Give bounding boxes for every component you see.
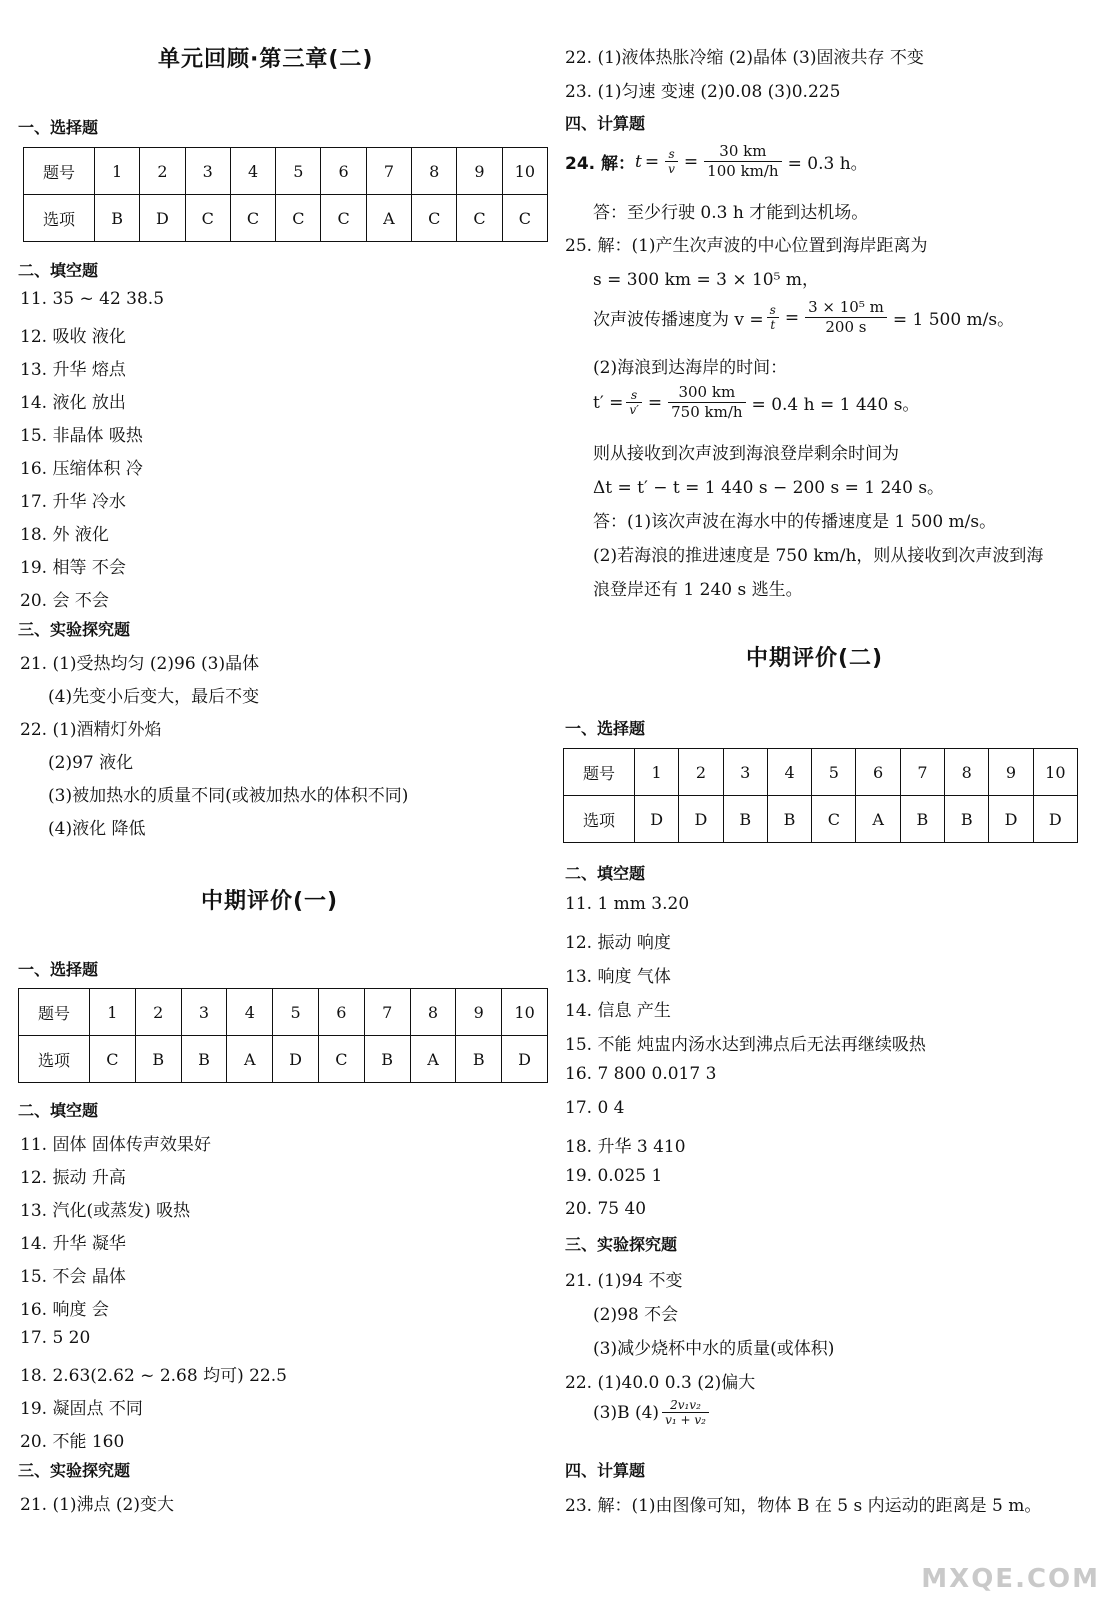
- q25-speed-equation: [593, 298, 1014, 337]
- equation-text: 次声波传播速度为 v =: [593, 310, 764, 330]
- answer-line: 19. 相等 不会: [20, 558, 126, 578]
- answer-line: s = 300 km = 3 × 10⁵ m，: [593, 270, 819, 290]
- table-cell: 6: [321, 148, 366, 195]
- table-cell: C: [276, 195, 321, 242]
- table-row: [564, 796, 1078, 843]
- table-cell: 7: [900, 749, 944, 796]
- answer-line: 21. (1)受热均匀 (2)96 (3)晶体: [20, 654, 260, 674]
- heading-choice: 一、选择题: [18, 118, 99, 137]
- table-cell: 4: [230, 148, 275, 195]
- table-cell: B: [456, 1036, 502, 1083]
- table-cell: C: [502, 195, 547, 242]
- answer-table-2: [18, 988, 548, 1083]
- answer-line: 17. 0 4: [565, 1098, 625, 1118]
- table-cell: 8: [945, 749, 989, 796]
- table-cell: C: [90, 1036, 136, 1083]
- table-cell: 3: [723, 749, 767, 796]
- equals-sign: =: [647, 392, 663, 413]
- fraction: [704, 142, 781, 181]
- answer-line: 18. 外 液化: [20, 525, 109, 545]
- table-header-cell: 选项: [24, 195, 95, 242]
- table-cell: B: [723, 796, 767, 843]
- equals-sign: =: [644, 151, 660, 172]
- answer-line: 22. (1)液体热胀冷缩 (2)晶体 (3)固液共存 不变: [565, 48, 924, 68]
- answer-line: 12. 振动 响度: [565, 933, 671, 953]
- fraction: [805, 298, 887, 337]
- table-header-cell: 选项: [564, 796, 635, 843]
- numerator: s: [626, 388, 642, 403]
- equals-sign: =: [784, 307, 800, 328]
- answer-line: 18. 升华 3 410: [565, 1137, 686, 1157]
- table-cell: C: [230, 195, 275, 242]
- denominator: 100 km/h: [707, 162, 779, 180]
- heading-experiment: 三、实验探究题: [565, 1235, 678, 1254]
- table-cell: 1: [95, 148, 140, 195]
- section-title-midterm-2: 中期评价(二): [746, 646, 884, 671]
- answer-line: 11. 固体 固体传声效果好: [20, 1135, 211, 1155]
- answer-line: 20. 会 不会: [20, 591, 109, 611]
- q24-equation: [565, 142, 868, 181]
- answer-line: 15. 不会 晶体: [20, 1267, 126, 1287]
- answer-line: 13. 升华 熔点: [20, 360, 126, 380]
- answer-line: (2)98 不会: [593, 1305, 679, 1325]
- answer-line: (3)减少烧杯中水的质量(或体积): [593, 1339, 835, 1359]
- equation-result: = 1 500 m/s。: [892, 310, 1015, 330]
- answer-line: 21. (1)沸点 (2)变大: [20, 1495, 175, 1515]
- table-cell: 5: [273, 989, 319, 1036]
- table-row: [19, 1036, 548, 1083]
- denominator: v: [668, 162, 675, 176]
- answer-line: 23. 解：(1)由图像可知，物体 B 在 5 s 内运动的距离是 5 m。: [565, 1496, 1042, 1516]
- table-header-cell: 题号: [564, 749, 635, 796]
- table-cell: 4: [227, 989, 273, 1036]
- table-cell: 2: [679, 749, 723, 796]
- table-cell: D: [1033, 796, 1077, 843]
- heading-fill: 二、填空题: [565, 864, 646, 883]
- table-cell: B: [900, 796, 944, 843]
- table-header-cell: 选项: [19, 1036, 90, 1083]
- answer-line: 25. 解：(1)产生次声波的中心位置到海岸距离为: [565, 236, 928, 256]
- numerator: s: [767, 303, 779, 318]
- table-cell: C: [812, 796, 856, 843]
- section-title-midterm-1: 中期评价(一): [201, 889, 339, 914]
- answer-line: 20. 75 40: [565, 1199, 647, 1219]
- equals-sign: =: [683, 151, 699, 172]
- table-cell: C: [185, 195, 230, 242]
- fraction: [767, 303, 779, 332]
- fraction: [662, 1398, 709, 1427]
- answer-line: 21. (1)94 不变: [565, 1271, 683, 1291]
- table-cell: 3: [185, 148, 230, 195]
- table-cell: 6: [856, 749, 900, 796]
- table-cell: D: [273, 1036, 319, 1083]
- answer-line: (3)被加热水的质量不同(或被加热水的体积不同): [48, 786, 409, 806]
- table-cell: D: [635, 796, 679, 843]
- equation-text: t′ =: [593, 392, 624, 413]
- answer-line: 13. 响度 气体: [565, 967, 671, 987]
- table-cell: 5: [276, 148, 321, 195]
- numerator: 30 km: [704, 142, 781, 162]
- answer-line: 14. 升华 凝华: [20, 1234, 126, 1254]
- fraction: [668, 383, 745, 422]
- answer-line: 15. 非晶体 吸热: [20, 426, 143, 446]
- watermark-logo: MXQE.COM: [921, 1564, 1100, 1594]
- numerator: s: [665, 147, 678, 162]
- denominator: v₁ + v₂: [665, 1413, 706, 1427]
- answer-line: 20. 不能 160: [20, 1432, 125, 1452]
- answer-line: 答：至少行驶 0.3 h 才能到达机场。: [593, 203, 869, 223]
- table-cell: A: [366, 195, 411, 242]
- answer-line: 15. 不能 炖盅内汤水达到沸点后无法再继续吸热: [565, 1035, 926, 1055]
- table-cell: B: [364, 1036, 410, 1083]
- table-row: [24, 195, 548, 242]
- heading-calculation: 四、计算题: [565, 1461, 646, 1480]
- section-title-unit-review: 单元回顾·第三章(二): [158, 47, 374, 72]
- table-row: [19, 989, 548, 1036]
- answer-line: 11. 1 mm 3.20: [565, 894, 690, 914]
- answer-line: 12. 吸收 液化: [20, 327, 126, 347]
- table-cell: 1: [90, 989, 136, 1036]
- table-cell: 2: [140, 148, 185, 195]
- q24-var: t: [635, 151, 642, 172]
- answer-line: 17. 5 20: [20, 1328, 91, 1348]
- heading-choice: 一、选择题: [18, 960, 99, 979]
- answer-line: 14. 信息 产生: [565, 1001, 671, 1021]
- heading-fill: 二、填空题: [18, 261, 99, 280]
- heading-experiment: 三、实验探究题: [18, 620, 131, 639]
- numerator: 300 km: [668, 383, 745, 403]
- table-cell: C: [321, 195, 366, 242]
- table-cell: 8: [412, 148, 457, 195]
- table-cell: B: [95, 195, 140, 242]
- heading-experiment: 三、实验探究题: [18, 1461, 131, 1480]
- table-cell: D: [679, 796, 723, 843]
- answer-line: (4)液化 降低: [48, 819, 146, 839]
- table-cell: 4: [767, 749, 811, 796]
- table-cell: 3: [181, 989, 227, 1036]
- table-cell: B: [945, 796, 989, 843]
- heading-calculation: 四、计算题: [565, 114, 646, 133]
- q24-result: = 0.3 h。: [787, 154, 868, 174]
- table-header-cell: 题号: [19, 989, 90, 1036]
- answer-line: 则从接收到次声波到海浪登岸剩余时间为: [593, 444, 899, 464]
- table-cell: 10: [502, 148, 547, 195]
- table-cell: 1: [635, 749, 679, 796]
- answer-line: 16. 压缩体积 冷: [20, 459, 143, 479]
- answer-line: Δt = t′ − t = 1 440 s − 200 s = 1 240 s。: [593, 478, 945, 498]
- table-cell: 5: [812, 749, 856, 796]
- table-cell: A: [856, 796, 900, 843]
- answer-line: 19. 凝固点 不同: [20, 1399, 143, 1419]
- answer-line: 答：(1)该次声波在海水中的传播速度是 1 500 m/s。: [593, 512, 997, 532]
- answer-line: (4)先变小后变大，最后不变: [48, 687, 260, 707]
- answer-line: 22. (1)40.0 0.3 (2)偏大: [565, 1373, 756, 1393]
- table-cell: 9: [456, 989, 502, 1036]
- equation-text: (3)B (4): [593, 1402, 660, 1423]
- fraction: [665, 147, 678, 176]
- numerator: 2v₁v₂: [662, 1398, 709, 1413]
- answer-line: (2)97 液化: [48, 753, 134, 773]
- fraction: [626, 388, 642, 417]
- answer-line: 浪登岸还有 1 240 s 逃生。: [593, 580, 803, 600]
- table-row: [24, 148, 548, 195]
- table-cell: 9: [989, 749, 1033, 796]
- table-cell: A: [410, 1036, 456, 1083]
- answer-line: (2)若海浪的推进速度是 750 km/h，则从接收到次声波到海: [593, 546, 1044, 566]
- answer-line: 13. 汽化(或蒸发) 吸热: [20, 1201, 191, 1221]
- denominator: 750 km/h: [671, 403, 743, 421]
- equation-result: = 0.4 h = 1 440 s。: [751, 395, 920, 415]
- table-cell: B: [135, 1036, 181, 1083]
- answer-line: 12. 振动 升高: [20, 1168, 126, 1188]
- table-header-cell: 题号: [24, 148, 95, 195]
- table-cell: D: [989, 796, 1033, 843]
- table-cell: 7: [364, 989, 410, 1036]
- denominator: v′: [629, 403, 639, 417]
- q24-lead: 24. 解：: [565, 154, 636, 174]
- denominator: t: [770, 318, 776, 332]
- answer-line: 16. 响度 会: [20, 1300, 109, 1320]
- table-cell: B: [767, 796, 811, 843]
- table-cell: 10: [502, 989, 548, 1036]
- answer-table-1: [23, 147, 548, 242]
- table-cell: 9: [457, 148, 502, 195]
- table-row: [564, 749, 1078, 796]
- heading-fill: 二、填空题: [18, 1101, 99, 1120]
- answer-line: 16. 7 800 0.017 3: [565, 1064, 717, 1084]
- q25-time-equation: [593, 383, 919, 422]
- table-cell: 10: [1033, 749, 1077, 796]
- heading-choice: 一、选择题: [565, 719, 646, 738]
- table-cell: A: [227, 1036, 273, 1083]
- table-cell: D: [140, 195, 185, 242]
- answer-line: (2)海浪到达海岸的时间：: [593, 358, 788, 378]
- denominator: 200 s: [825, 318, 867, 336]
- table-cell: C: [412, 195, 457, 242]
- table-cell: D: [502, 1036, 548, 1083]
- table-cell: C: [457, 195, 502, 242]
- table-cell: 2: [135, 989, 181, 1036]
- table-cell: 6: [318, 989, 364, 1036]
- answer-line: 22. (1)酒精灯外焰: [20, 720, 162, 740]
- table-cell: 7: [366, 148, 411, 195]
- table-cell: 8: [410, 989, 456, 1036]
- answer-line: 19. 0.025 1: [565, 1166, 663, 1186]
- answer-line: 11. 35 ~ 42 38.5: [20, 289, 165, 309]
- answer-line: 23. (1)匀速 变速 (2)0.08 (3)0.225: [565, 82, 841, 102]
- table-cell: C: [318, 1036, 364, 1083]
- table-cell: B: [181, 1036, 227, 1083]
- answer-line: 17. 升华 冷水: [20, 492, 126, 512]
- answer-table-3: [563, 748, 1078, 843]
- answer-line: 14. 液化 放出: [20, 393, 126, 413]
- numerator: 3 × 10⁵ m: [805, 298, 887, 318]
- q22-formula-line: [593, 1398, 712, 1427]
- answer-line: 18. 2.63(2.62 ~ 2.68 均可) 22.5: [20, 1366, 287, 1386]
